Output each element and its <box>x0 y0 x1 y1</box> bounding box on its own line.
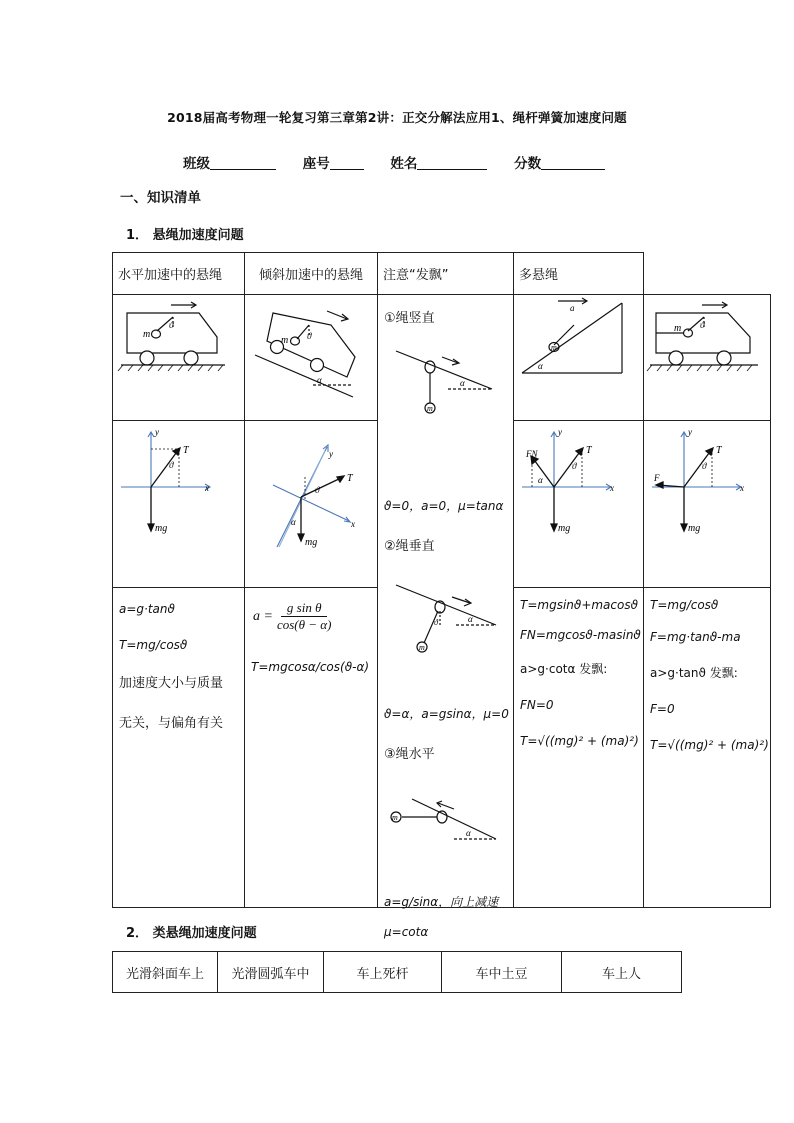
formula-t: T=mgsinϑ+macosϑ <box>520 598 639 612</box>
formula-t: T=mg/cosϑ <box>119 638 188 652</box>
alpha-label: α <box>317 375 322 385</box>
note-1: 加速度大小与质量 <box>119 676 224 691</box>
x-axis-label: x <box>740 483 744 493</box>
theta-label: ϑ <box>702 461 707 471</box>
x-axis-label: x <box>351 519 355 529</box>
page-title: 2018届高考物理一轮复习第三章第2讲：正交分解法应用1、绳杆弹簧加速度问题 <box>167 110 627 125</box>
cart-horizontal-diagram <box>113 295 245 421</box>
force-diagram-inclined <box>245 421 378 588</box>
case2-title: ②绳垂直 <box>384 539 435 554</box>
header-float: 注意“发飘” <box>378 253 514 295</box>
multi-rope-diagram <box>644 295 771 421</box>
accel-formula <box>253 600 331 633</box>
class-blank[interactable] <box>210 155 276 170</box>
cart-incline-diagram <box>245 295 378 421</box>
class-label: 班级 <box>183 156 210 172</box>
force-diagram-multi <box>644 421 771 588</box>
y-axis-label: y <box>329 449 333 459</box>
header-person-on-car: 车上人 <box>562 952 682 993</box>
float-condition: a>g·tanϑ 发飘: <box>650 666 738 680</box>
float-incline-diagram <box>514 295 644 421</box>
case3-result2: μ=cotα <box>384 925 429 939</box>
mass-label: m <box>674 323 682 334</box>
alpha-label: α <box>538 475 543 485</box>
case1-title: ①绳竖直 <box>384 311 435 326</box>
mass-label: m <box>419 643 425 652</box>
theta-label: ϑ <box>434 618 438 627</box>
gravity-label: mg <box>558 523 571 534</box>
force-diagram-float <box>514 421 644 588</box>
accel-label: a <box>570 303 575 313</box>
alpha-label: α <box>291 517 296 527</box>
theta-label: ϑ <box>169 460 174 470</box>
x-axis-label: x <box>610 483 614 493</box>
horizontal-formulas <box>113 588 245 908</box>
case3-result1: a=g/sinα，向上减速 <box>384 895 499 909</box>
y-axis-label: y <box>558 427 562 437</box>
special-cases-cell <box>378 295 514 939</box>
force-label: F <box>654 473 660 483</box>
section-heading: 一、知识清单 <box>120 190 201 206</box>
subsection-heading-2: 2． 类悬绳加速度问题 <box>126 926 257 941</box>
gravity-label: mg <box>155 523 168 534</box>
y-axis-label: y <box>155 427 159 437</box>
note-2: 无关，与偏角有关 <box>119 716 224 731</box>
seat-label: 座号 <box>302 156 330 172</box>
formula-t: T=mgcosα/cos(ϑ-α) <box>251 660 370 674</box>
alpha-label: α <box>538 361 543 371</box>
subsection-heading-1: 1． 悬绳加速度问题 <box>126 228 244 243</box>
mass-label: m <box>551 343 557 352</box>
theta-label: ϑ <box>572 461 577 471</box>
header-potato-in-car: 车中土豆 <box>442 952 562 993</box>
seat-blank[interactable] <box>330 155 364 170</box>
formula-fn0: FN=0 <box>520 698 554 712</box>
x-axis-label: x <box>205 483 209 493</box>
formula-tension: T=√((mg)² + (ma)²) <box>650 738 769 752</box>
force-diagram-horizontal <box>113 421 245 588</box>
alpha-label: α <box>460 378 465 388</box>
tension-label: T <box>347 473 353 484</box>
alpha-label: α <box>468 614 473 624</box>
alpha-label: α <box>466 828 471 838</box>
formula-f0: F=0 <box>650 702 675 716</box>
gravity-label: mg <box>688 523 701 534</box>
score-blank[interactable] <box>541 155 605 170</box>
mass-label: m <box>281 335 289 346</box>
gravity-label: mg <box>305 537 318 548</box>
mass-label: m <box>143 329 151 340</box>
theta-label: ϑ <box>169 320 174 330</box>
formula-denominator: cos(θ − α) <box>276 617 332 632</box>
case2-result: ϑ=α，a=gsinα，μ=0 <box>384 707 509 721</box>
formula-tension: T=√((mg)² + (ma)²) <box>520 734 639 748</box>
formula-a: a=g·tanϑ <box>119 602 175 616</box>
header-smooth-incline-car: 光滑斜面车上 <box>113 952 218 993</box>
rope-like-table <box>112 951 682 993</box>
tension-label: T <box>586 445 592 456</box>
formula-numerator: g sin θ <box>281 600 328 617</box>
multi-formulas <box>644 588 771 908</box>
header-inclined: 倾斜加速中的悬绳 <box>245 253 378 295</box>
score-label: 分数 <box>514 156 542 172</box>
formula-fn: FN=mgcosϑ-masinϑ <box>520 628 641 642</box>
tension-label: T <box>183 445 189 456</box>
mass-label: m <box>427 404 433 413</box>
case1-result: ϑ=0，a=0，μ=tanα <box>384 499 504 513</box>
mass-label: m <box>392 813 398 822</box>
header-horizontal: 水平加速中的悬绳 <box>113 253 245 295</box>
float-condition: a>g·cotα 发飘: <box>520 662 608 676</box>
theta-label: ϑ <box>700 320 705 330</box>
case3-title: ③绳水平 <box>384 747 435 762</box>
normal-force-label: FN <box>526 449 538 459</box>
header-multi: 多悬绳 <box>514 253 644 295</box>
name-label: 姓名 <box>390 156 418 172</box>
formula-t: T=mg/cosϑ <box>650 598 719 612</box>
theta-label: ϑ <box>307 331 312 341</box>
theta-label: ϑ <box>315 485 320 495</box>
student-info <box>183 152 627 172</box>
y-axis-label: y <box>688 427 692 437</box>
inclined-formulas <box>245 588 378 908</box>
header-smooth-arc-car: 光滑圆弧车中 <box>218 952 324 993</box>
float-formulas <box>514 588 644 908</box>
name-blank[interactable] <box>417 155 487 170</box>
header-fixed-rod: 车上死杆 <box>324 952 442 993</box>
formula-lhs: a = <box>253 608 273 624</box>
formula-f: F=mg·tanϑ-ma <box>650 630 741 644</box>
tension-label: T <box>716 445 722 456</box>
